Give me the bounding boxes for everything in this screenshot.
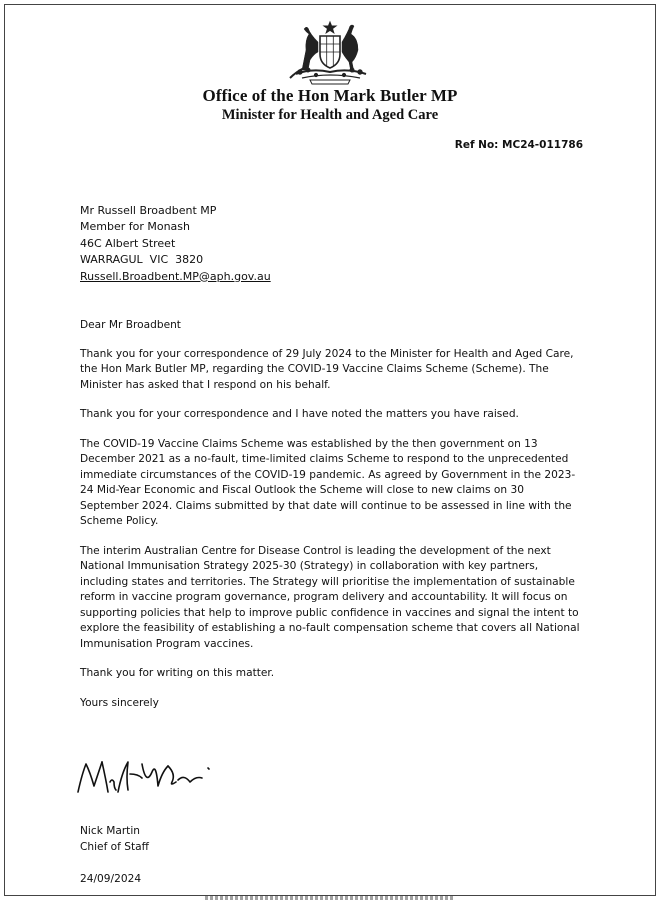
salutation: Dear Mr Broadbent — [80, 319, 181, 331]
reference-number: Ref No: MC24-011786 — [454, 139, 583, 151]
paragraph-2: Thank you for your correspondence and I have noted the matters you have raised. — [80, 408, 519, 420]
recipient-street: 46C Albert Street — [80, 236, 176, 250]
recipient-title: Member for Monash — [80, 220, 190, 234]
closing: Yours sincerely — [80, 696, 159, 709]
coat-of-arms-icon — [282, 20, 378, 86]
paragraph-4: The interim Australian Centre for Disease Control is leading the development of the next National Immunisation Strategy 2025-30 (Strategy) in collaboration with key partners, including states and territories. The Strategy will prioritise the implementation of sustainable reform in vaccine program governance, program delivery and accountability. It will focus on supporting policies that help to improve public confidence in vaccines and signal the intent to explore the feasibility of establishing a no-fault compensation scheme that covers all National Immunisation Program vaccines. — [80, 544, 580, 650]
handwritten-signature — [72, 752, 232, 802]
recipient-city: WARRAGUL VIC 3820 — [80, 253, 204, 267]
office-heading: Office of the Hon Mark Butler MP — [202, 86, 458, 105]
paragraph-3: The COVID-19 Vaccine Claims Scheme was established by the then government on 13 December 2021 as a no-fault, time-limited claims Scheme to respond to the unprecedented immediate circumstances of the COVID-19 pandemic. As agreed by Government in the 2023-24 Mid-Year Economic and Fiscal Outlook the Scheme will close to new claims on 30 September 2024. Claims submitted by that date will continue to be assessed in line with the Scheme Policy. — [80, 437, 576, 527]
letter-date: 24/09/2024 — [80, 873, 142, 885]
letter-body — [80, 318, 585, 725]
paragraph-5: Thank you for writing on this matter. — [80, 667, 275, 679]
recipient-email-link[interactable]: Russell.Broadbent.MP@aph.gov.au — [80, 269, 271, 283]
paragraph-1: Thank you for your correspondence of 29 July 2024 to the Minister for Health and Aged Care, the Hon Mark Butler MP, regarding the COVID-19 Vaccine Claims Scheme (Scheme). The Minister has asked that I respond on his behalf. — [80, 347, 574, 391]
minister-title: Minister for Health and Aged Care — [221, 107, 439, 123]
recipient-name: Mr Russell Broadbent MP — [80, 204, 217, 217]
signer-block — [80, 823, 149, 855]
signer-position: Chief of Staff — [80, 841, 149, 853]
recipient-address — [80, 203, 271, 285]
footer-text-cropped — [205, 896, 455, 900]
signer-name: Nick Martin — [80, 825, 140, 837]
